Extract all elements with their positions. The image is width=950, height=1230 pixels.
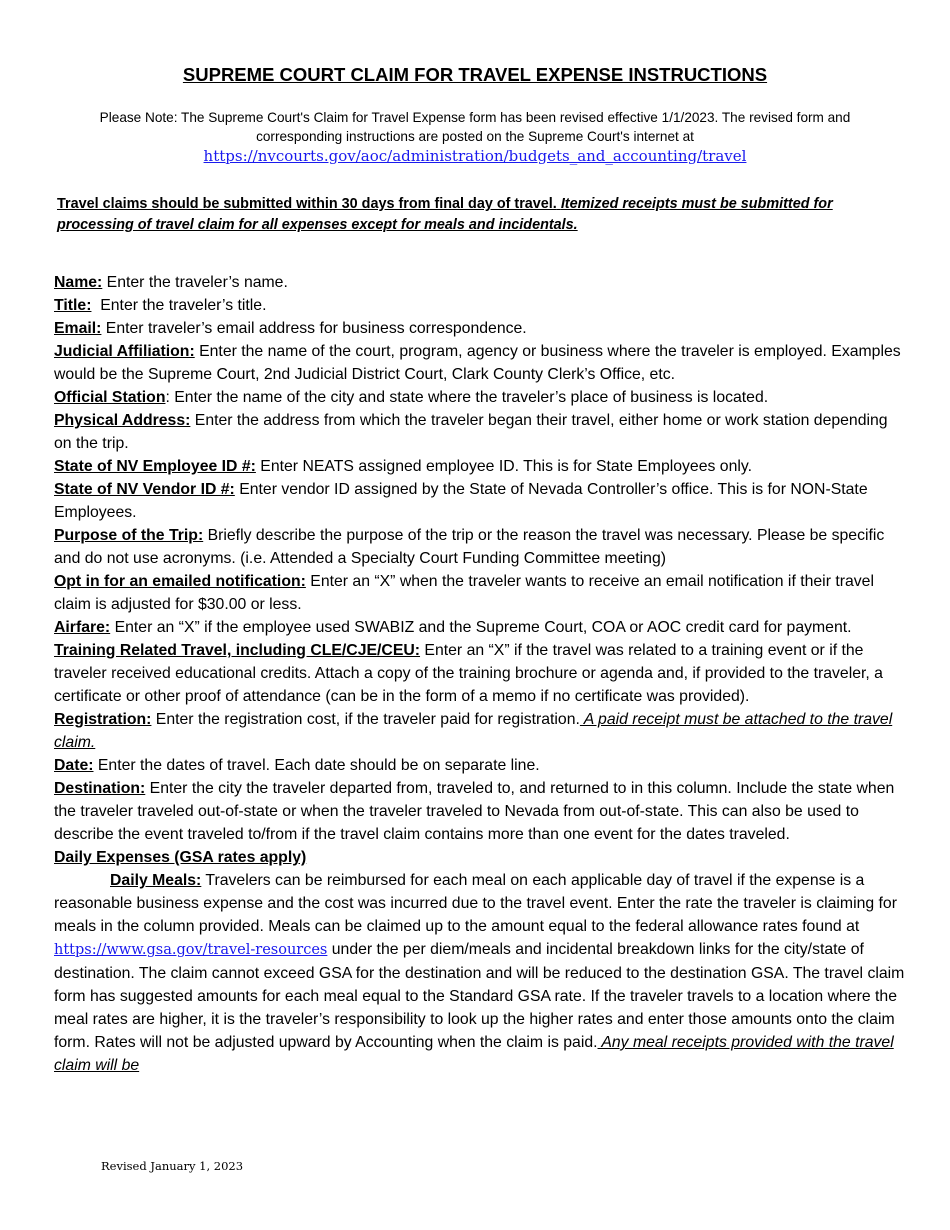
field-judicial-affiliation: Judicial Affiliation: Enter the name of the court, program, agency or business where the traveler is employed. Examples would be the Supreme Court, 2nd Judicial District Court, Clark County Clerk’s Office, etc. (54, 343, 901, 383)
daily-expenses-heading: Daily Expenses (GSA rates apply) (54, 849, 307, 866)
instructions-body (54, 271, 909, 1077)
page-title: SUPREME COURT CLAIM FOR TRAVEL EXPENSE INSTRUCTIONS (182, 64, 768, 85)
field-date: Date: Enter the dates of travel. Each date should be on separate line. (54, 757, 540, 774)
revision-note: Please Note: The Supreme Court's Claim for Travel Expense form has been revised effective 1/1/2023. The revised form and corresponding instructions are posted on the Supreme Court's internet at (99, 110, 851, 144)
daily-meals: Daily Meals: Travelers can be reimbursed for each meal on each applicable day of travel if the expense is a reasonable business expense and the cost was incurred due to the travel event. Enter the rate the traveler is claiming for meals in the column provided. Meals can be claimed up to the amount equal to the federal allowance rates found at https://www.gsa.gov/travel-resources under the per diem/meals and incidental breakdown links for the city/state of destination. The claim cannot exceed GSA for the destination and will be reduced to the destination GSA. The travel claim form has suggested amounts for each meal equal to the Standard GSA rate. If the traveler travels to a location where the meal rates are higher, it is the traveler’s responsibility to look up the higher rates and enter those amounts onto the claim form. Rates will not be adjusted upward by Accounting when the claim is paid. Any meal receipts provided with the travel claim will be (54, 872, 905, 1074)
field-purpose: Purpose of the Trip: Briefly describe the purpose of the trip or the reason the travel was necessary. Please be specific and do not use acronyms. (i.e. Attended a Specialty Court Funding Committee meeting) (54, 527, 885, 567)
travel-instructions-link[interactable]: https://nvcourts.gov/aoc/administration/budgets_and_accounting/travel (203, 147, 747, 165)
field-name: Name: Enter the traveler’s name. (54, 274, 288, 291)
field-airfare: Airfare: Enter an “X” if the employee used SWABIZ and the Supreme Court, COA or AOC credit card for payment. (54, 619, 852, 636)
field-training: Training Related Travel, including CLE/CJE/CEU: Enter an “X” if the travel was related to a training event or if the traveler received educational credits. Attach a copy of the training brochure or agenda and, if provided to the traveler, a certificate or other proof of attendance (can be in the form of a memo if no certificate was provided). (54, 642, 883, 705)
field-vendor-id: State of NV Vendor ID #: Enter vendor ID assigned by the State of Nevada Controller’s office. This is for NON-State Employees. (54, 481, 868, 521)
field-opt-in: Opt in for an emailed notification: Enter an “X” when the traveler wants to receive an email notification if their travel claim is adjusted for $30.00 or less. (54, 573, 874, 613)
field-registration: Registration: Enter the registration cost, if the traveler paid for registration. A paid receipt must be attached to the travel claim. (54, 711, 893, 751)
submission-warning (57, 194, 887, 236)
warning-italic: Itemized receipts must be submitted for processing of travel claim for all expenses except for meals and incidentals. (57, 196, 833, 233)
warning-bold: Travel claims should be submitted within 30 days from final day of travel. (57, 196, 557, 212)
revision-footer: Revised January 1, 2023 (101, 1159, 244, 1173)
field-official-station: Official Station: Enter the name of the city and state where the traveler’s place of business is located. (54, 389, 769, 406)
field-employee-id: State of NV Employee ID #: Enter NEATS assigned employee ID. This is for State Employees only. (54, 458, 752, 475)
field-title: Title: Enter the traveler’s title. (54, 297, 267, 314)
field-email: Email: Enter traveler’s email address for business correspondence. (54, 320, 527, 337)
field-physical-address: Physical Address: Enter the address from which the traveler began their travel, either home or work station depending on the trip. (54, 412, 888, 452)
gsa-link[interactable]: https://www.gsa.gov/travel-resources (54, 942, 328, 958)
field-destination: Destination: Enter the city the traveler departed from, traveled to, and returned to in this column. Include the state when the traveler traveled out-of-state or when the traveler traveled to Nevada from out-of-state. This can also be used to describe the event traveled to/from if the travel claim contains more than one event for the dates traveled. (54, 780, 895, 843)
